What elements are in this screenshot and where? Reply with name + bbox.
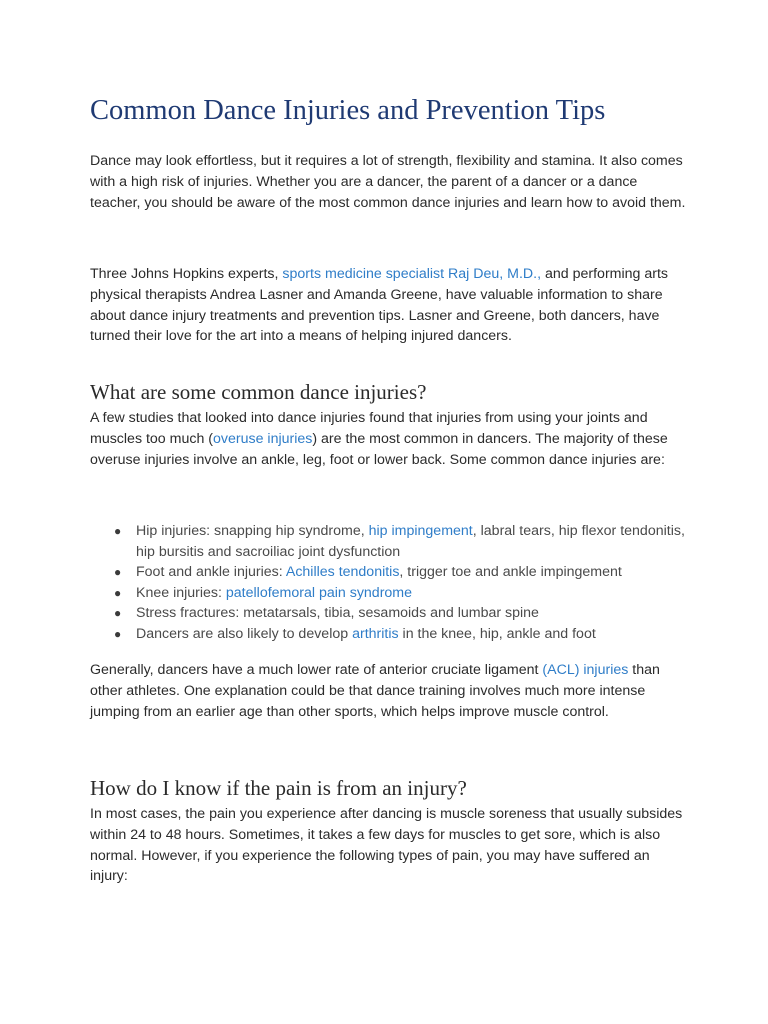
bullet-icon: ● — [114, 565, 122, 580]
acl-injuries-link[interactable]: (ACL) injuries — [542, 662, 629, 678]
list-item-text-before: Foot and ankle injuries: — [136, 564, 286, 581]
bullet-icon: ● — [114, 524, 122, 538]
list-item-arthritis — [90, 624, 690, 645]
bullet-icon: ● — [114, 585, 122, 600]
bullet-icon: ● — [114, 606, 122, 621]
list-item-stress-fractures — [90, 603, 690, 624]
section-heading-pain-from-injury: How do I know if the pain is from an injury? — [90, 776, 467, 800]
list-item-text-after: in the knee, hip, ankle and foot — [398, 625, 596, 642]
common-injuries-paragraph — [90, 408, 690, 470]
acl-paragraph — [90, 660, 690, 722]
list-item-text-before: Knee injuries: — [136, 584, 226, 601]
hip-impingement-link[interactable]: hip impingement — [368, 523, 473, 539]
intro-paragraph-1: Dance may look effortless, but it requires a lot of strength, flexibility and stamina. It also comes with a high risk of injuries. Whether you are a dancer, the parent of a dancer or a dance teacher, you should be aware of the most common dance injuries and learn how to avoid them. — [90, 153, 686, 211]
acl-text-before: Generally, dancers have a much lower rate of anterior cruciate ligament — [90, 662, 543, 678]
list-item-foot-ankle-injuries — [90, 562, 690, 583]
list-item-text-after: , trigger toe and ankle impingement — [399, 564, 622, 581]
patellofemoral-pain-syndrome-link[interactable]: patellofemoral pain syndrome — [225, 584, 413, 601]
achilles-tendonitis-link[interactable]: Achilles tendonitis — [285, 564, 400, 581]
raj-deu-link[interactable]: sports medicine specialist Raj Deu, M.D., — [282, 266, 542, 282]
common-injuries-text-after: ) are the most common in dancers. The majority of these overuse injuries involve an ankle, leg, foot or lower back. Some common dance injuries are: — [90, 430, 668, 468]
list-item-hip-injuries — [90, 521, 690, 562]
acl-text-after: than other athletes. One explanation could be that dance training involves much more intense jumping from an earlier age than other sports, which helps improve muscle control. — [90, 662, 660, 720]
intro-paragraph-2-text-after: and performing arts physical therapists Andrea Lasner and Amanda Greene, have valuable information to share about dance injury treatments and prevention tips. Lasner and Greene, both dancers, have turned their love for the art into a means of helping injured dancers. — [90, 266, 669, 345]
arthritis-link[interactable]: arthritis — [352, 625, 399, 642]
section-heading-common-injuries: What are some common dance injuries? — [90, 380, 427, 404]
intro-paragraph-2 — [90, 264, 690, 347]
intro-paragraph-2-text-before: Three Johns Hopkins experts, — [90, 266, 283, 282]
list-item-text-after: , labral tears, hip flexor tendonitis, hip bursitis and sacroiliac joint dysfunction — [136, 523, 685, 560]
overuse-injuries-link[interactable]: overuse injuries — [213, 430, 313, 447]
bullet-icon: ● — [114, 626, 122, 641]
page-title: Common Dance Injuries and Prevention Tips — [90, 95, 606, 126]
list-item-knee-injuries — [90, 583, 690, 604]
common-injuries-text-before: A few studies that looked into dance injuries found that injuries from using your joints and muscles too much ( — [90, 410, 648, 447]
injury-list — [90, 521, 690, 645]
pain-paragraph: In most cases, the pain you experience after dancing is muscle soreness that usually subsides within 24 to 48 hours. Sometimes, it takes a few days for muscles to get sore, which is also normal. However, if you experience the following types of pain, you may have suffered an injury: — [90, 806, 683, 885]
list-item-text-before: Stress fractures: metatarsals, tibia, sesamoids and lumbar spine — [136, 605, 539, 622]
list-item-text-before: Hip injuries: snapping hip syndrome, — [136, 523, 369, 539]
list-item-text-before: Dancers are also likely to develop — [136, 625, 353, 642]
